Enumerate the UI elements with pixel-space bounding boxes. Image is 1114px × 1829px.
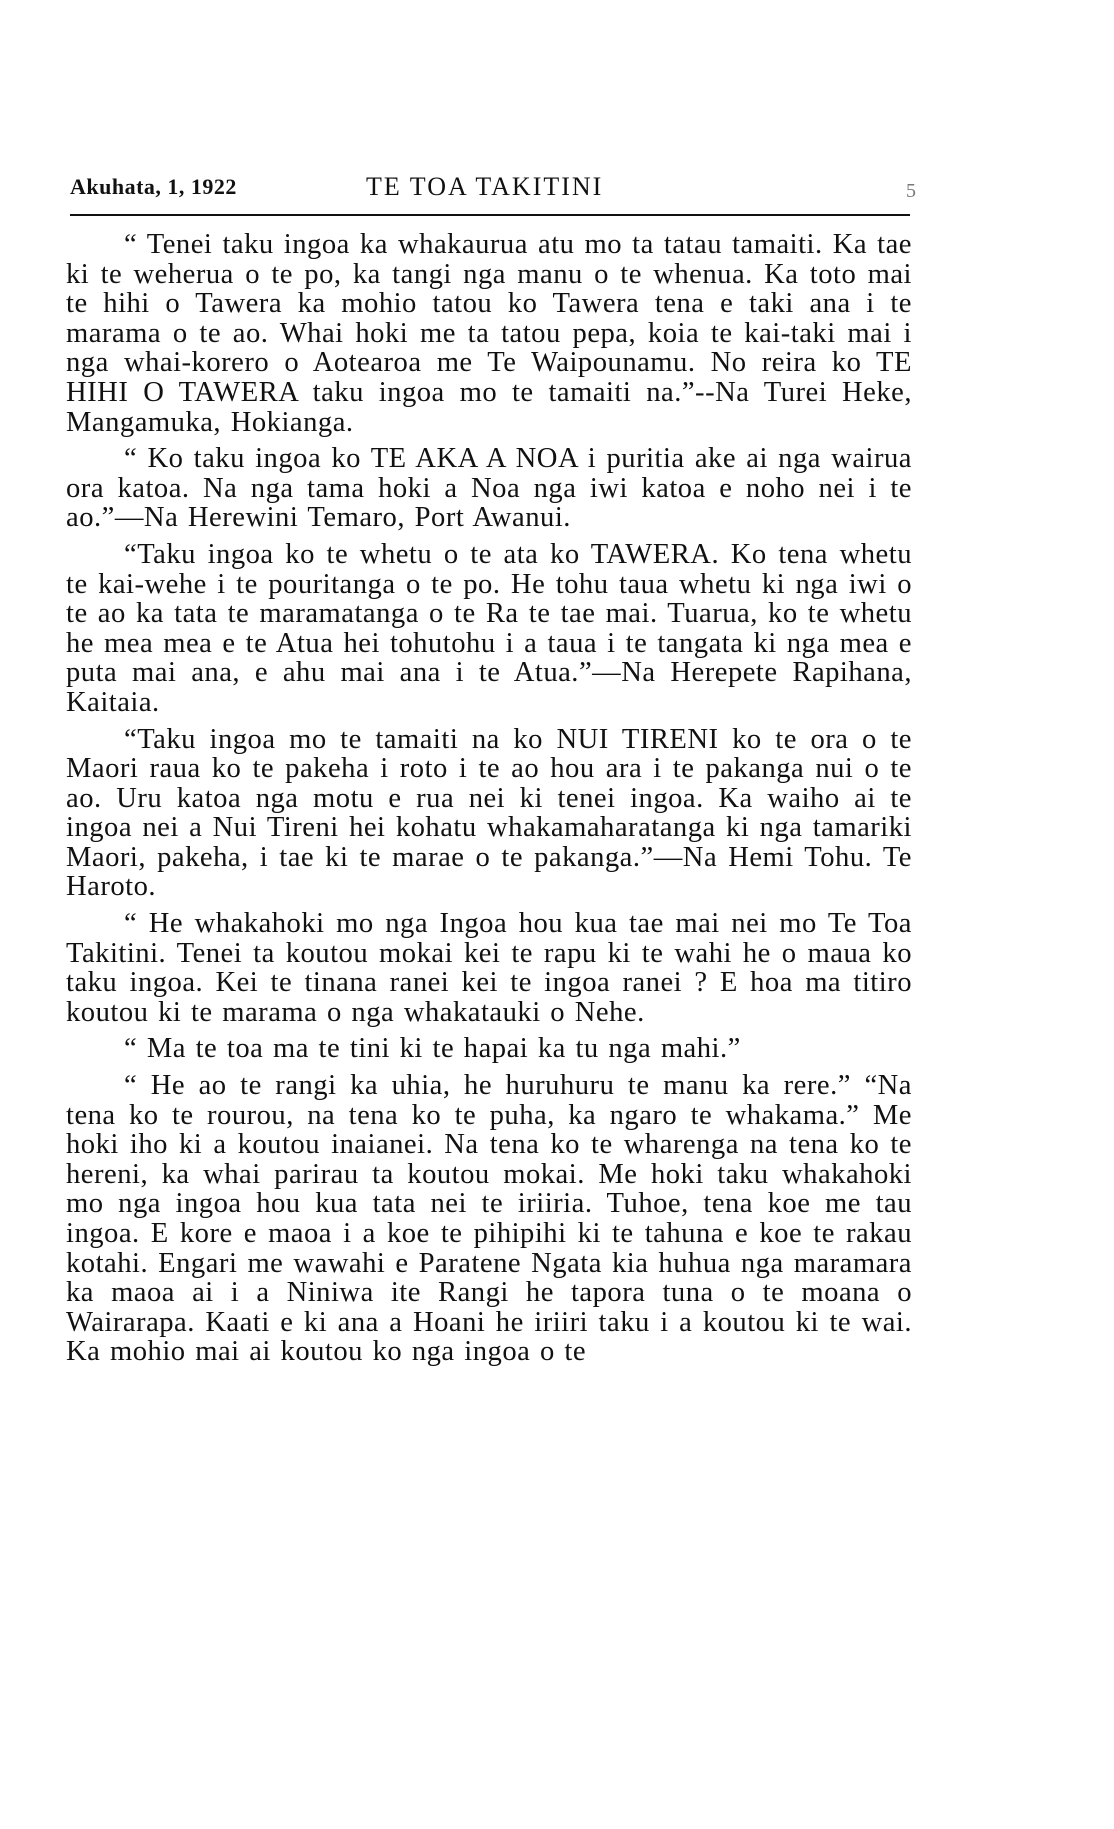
article-body [66, 230, 912, 1367]
running-header [70, 172, 916, 212]
paragraph-tawera-morning-star: “Taku ingoa ko te whetu o te ata ko TAWERA. Ko tena whetu te kai-wehe i te pouritanga o te po. He tohu taua whetu ki nga iwi o te ao ka tata te maramatanga o te Ra te tae mai. Tuarua, ko te whetu he mea mea e te Atua hei tohutohu i a taua i te tangata ki nga mea e puta mai ana, e ahu mai ana i te Atua.”—Na Herepete Rapihana, Kaitaia. [66, 538, 912, 718]
header-rule [70, 214, 910, 216]
paragraph-nui-tireni: “Taku ingoa mo te tamaiti na ko NUI TIRENI ko te ora o te Maori raua ko te pakeha i roto i te ao hou ara i te pakanga nui o te ao. Uru katoa nga motu e rua nei ki tenei ingoa. Ka waiho ai te ingoa nei a Nui Tireni hei kohatu whakamaharatanga ki nga tamariki Maori, pakeha, i tae ki te marae o te pakanga.”—Na Hemi Tohu. Te Haroto. [66, 723, 912, 903]
page-number: 5 [906, 180, 916, 202]
header-date: Akuhata, 1, 1922 [70, 174, 237, 199]
paragraph-te-hihi-o-tawera: “ Tenei taku ingoa ka whakaurua atu mo ta tatau tamaiti. Ka tae ki te weherua o te po, ka tangi nga manu o te whenua. Ka toto mai te hihi o Tawera ka mohio tatou ko Tawera tena e taki ana i te marama o te ao. Whai hoki me ta tatou pepa, koia te kai-taki mai i nga whai-korero o Aotearoa me Te Waipounamu. No reira ko TE HIHI O TAWERA taku ingoa mo te tamaiti na.”--Na Turei Heke, Mangamuka, Hokianga. [66, 229, 912, 438]
paragraph-closing: “ He ao te rangi ka uhia, he huruhuru te manu ka rere.” “Na tena ko te rourou, na tena ko te puha, ka ngaro te whakama.” Me hoki iho ki a koutou inaianei. Na tena ko te wharenga na tena ko te hereni, ka whai parirau ta koutou mokai. Me hoki taku whakahoki mo nga ingoa hou kua tata nei te iriiria. Tuhoe, tena koe me tau ingoa. E kore e maoa i a koe te pihipihi ki te tahuna e koe te rakau kotahi. Engari me wawahi e Paratene Ngata kia huhua nga maramara ka maoa ai i a Niniwa ite Rangi he tapora tuna o te moana o Wairarapa. Kaati e ki ana a Hoani he iriiri taku i a koutou ki te wai. Ka mohio mai ai koutou ko nga ingoa o te [66, 1070, 912, 1368]
paragraph-te-aka-a-noa: “ Ko taku ingoa ko TE AKA A NOA i puritia ake ai nga wairua ora katoa. Na nga tama hoki a Noa nga iwi katoa e noho nei i te ao.”—Na Herewini Temaro, Port Awanui. [66, 443, 912, 534]
publication-title: TE TOA TAKITINI [366, 172, 604, 201]
paragraph-whakahoki: “ He whakahoki mo nga Ingoa hou kua tae mai nei mo Te Toa Takitini. Tenei ta koutou mokai kei te rapu ki te wahi he o maua ko taku ingoa. Kei te tinana ranei kei te ingoa ranei ? E hoa ma titiro koutou ki te marama o nga whakatauki o Nehe. [66, 908, 912, 1028]
paragraph-proverb: “ Ma te toa ma te tini ki te hapai ka tu nga mahi.” [124, 1033, 741, 1065]
